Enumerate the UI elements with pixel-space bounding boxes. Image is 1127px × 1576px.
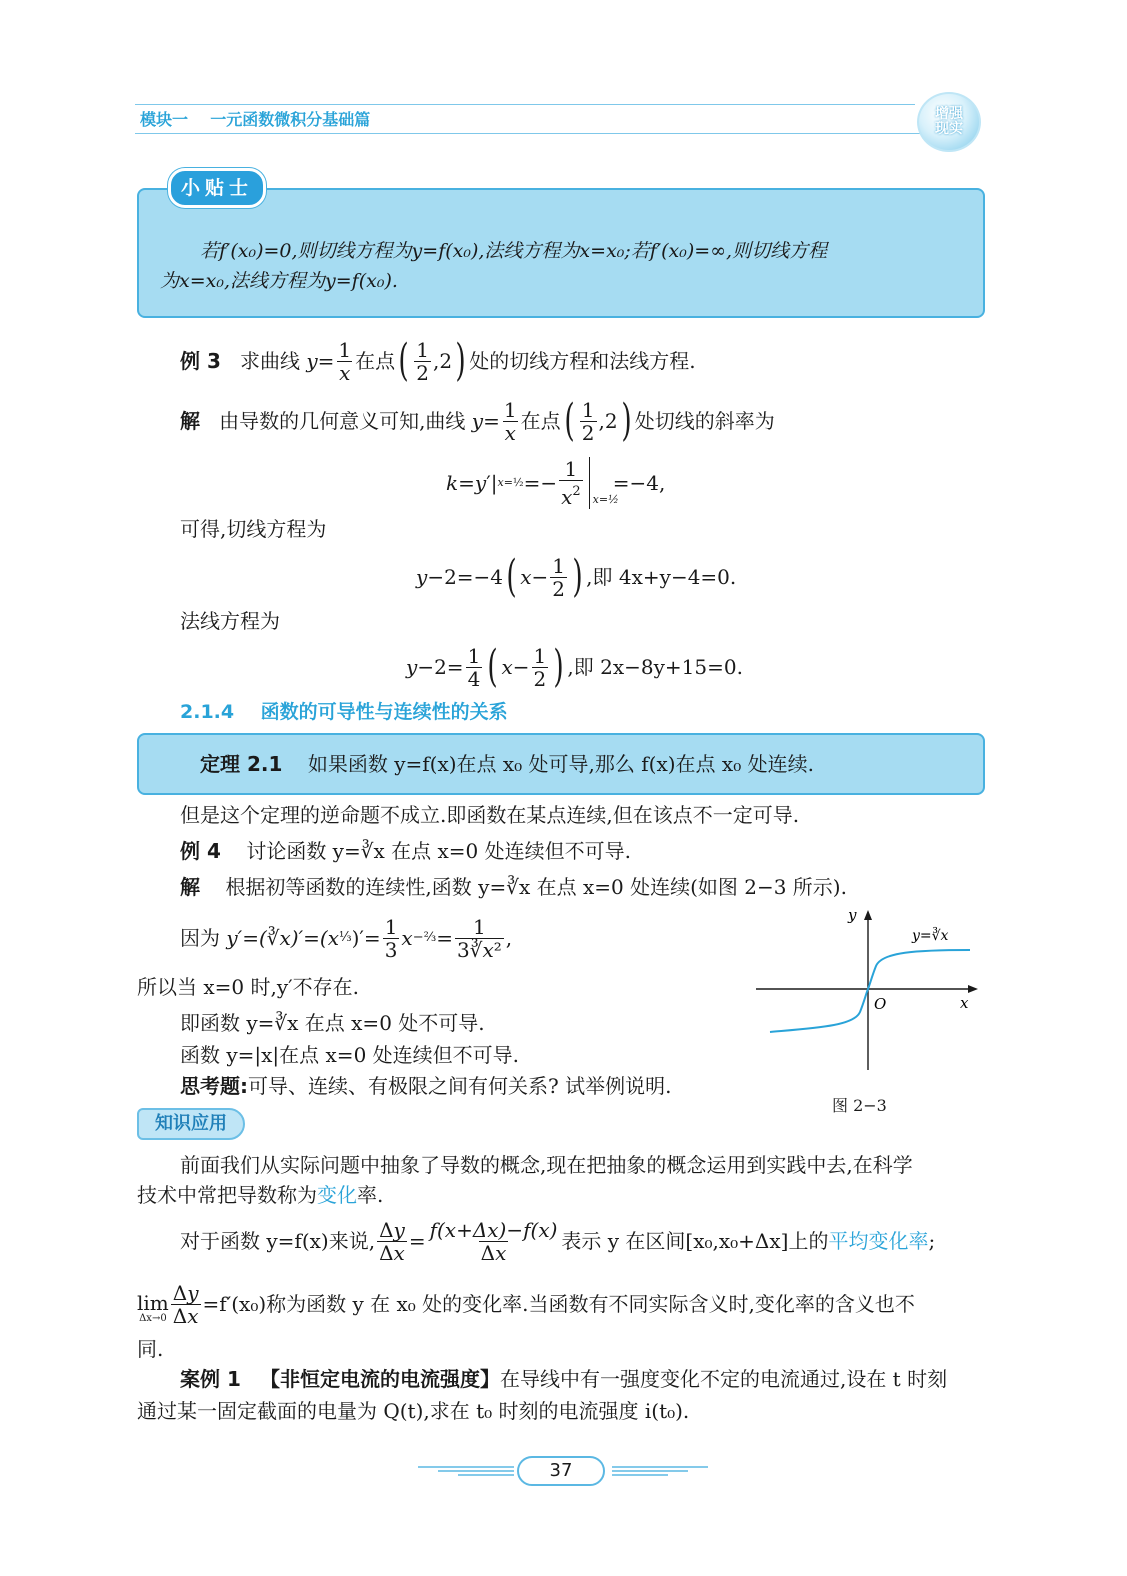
normal-equation: y −2= $\frac{1}{4}$ ( x − $\frac{1}{2}$ ) ,即 2x−8y+15=0.: [406, 641, 743, 692]
normal-simplified: ,即 2x−8y+15=0.: [567, 655, 743, 679]
term-average-change-rate: 平均变化率: [828, 1229, 929, 1253]
slope-result: =−4,: [612, 471, 666, 495]
ar-badge-icon[interactable]: [917, 92, 981, 152]
p2-end: ;: [928, 1229, 936, 1253]
think-label: 思考题:: [180, 1074, 248, 1098]
derivative-lhs: y′=(∛x)′=(x: [226, 926, 339, 950]
converse-note: 但是这个定理的逆命题不成立.即函数在某点连续,但在该点不一定可导.: [180, 803, 800, 827]
figure-2-3: [756, 902, 986, 1074]
case-label: 案例 1: [180, 1367, 241, 1391]
tip-label: 小贴士: [168, 168, 266, 208]
badge-line1: 增强: [935, 106, 963, 122]
header-rule-bottom: [135, 133, 925, 134]
app-paragraph-2: 对于函数 y=f(x)来说, $\frac{\Delta y}{\Delta x}$ = $\frac{f(x+\Delta x)-f(x)}{\Delta x}$ 表示 y 在区间[x₀,x₀+Δx]上的 平均变化率 ;: [180, 1217, 936, 1265]
figure-caption: 图 2−3: [832, 1096, 887, 1115]
tangent-intro: 可得,切线方程为: [180, 517, 327, 541]
example3-sol-label: 解: [180, 409, 200, 433]
think-text: 可导、连续、有极限之间有何关系? 试举例说明.: [248, 1074, 672, 1098]
normal-intro: 法线方程为: [180, 609, 280, 633]
example4-sol-text: 根据初等函数的连续性,函数 y=∛x 在点 x=0 处连续(如图 2−3 所示).: [225, 875, 847, 899]
example4-solution: [180, 872, 847, 902]
cube-root-curve: [770, 950, 970, 1032]
not-differentiable: 即函数 y=∛x 在点 x=0 处不可导.: [180, 1011, 485, 1035]
example3-solution: 解 由导数的几何意义可知,曲线 y = $\frac{1}{x}$ 在点 ( $\frac{1}{2}$ ,2 ) 处切线的斜率为: [180, 395, 775, 446]
theorem-label: 定理 2.1: [200, 752, 283, 776]
p1-post: 率.: [357, 1183, 384, 1207]
x-axis-arrow-icon: [968, 985, 978, 993]
p1-pre: 技术中常把导数称为: [137, 1183, 317, 1207]
slope-equation: k = y ′| x =½ =− $\frac{1}{x^2}$ x=½ =−4,: [446, 457, 666, 509]
app-paragraph-3: lim Δx→0 $\frac{\Delta y}{\Delta x}$ =f′(x₀)称为函数 y 在 x₀ 处的变化率.当函数有不同实际含义时,变化率的含义也不: [137, 1280, 915, 1328]
example3-label: 例 3: [180, 349, 221, 373]
case-text-b: 通过某一固定截面的电量为 Q(t),求在 t₀ 时刻的电流强度 i(t₀).: [137, 1399, 690, 1423]
y-axis-arrow-icon: [864, 910, 872, 920]
example3-sol-mid: 在点: [520, 409, 561, 433]
case-1: [180, 1364, 947, 1394]
header-title: 一元函数微积分基础篇: [210, 110, 371, 129]
app-paragraph-1b: [137, 1180, 383, 1210]
app-paragraph-1a: 前面我们从实际问题中抽象了导数的概念,现在把抽象的概念运用到实践中去,在科学: [180, 1153, 913, 1177]
x-axis-label: x: [960, 994, 969, 1012]
curve-label: y=∛x: [912, 928, 949, 944]
term-change-rate: 变化: [317, 1183, 357, 1207]
tangent-equation: y −2=−4 ( x − $\frac{1}{2}$ ) ,即 4x+y−4=0.: [416, 551, 737, 602]
section-number: 2.1.4: [180, 701, 235, 723]
section-heading: [180, 697, 508, 727]
p2-pre: 对于函数 y=f(x)来说,: [180, 1229, 376, 1253]
example3-q-mid: 在点: [355, 349, 396, 373]
abs-example: 函数 y=|x|在点 x=0 处连续但不可导.: [180, 1043, 520, 1067]
section-title: 函数的可导性与连续性的关系: [260, 701, 508, 723]
y-axis-label: y: [848, 906, 857, 924]
because-label: 因为: [180, 926, 220, 950]
example3-q-pre: 求曲线: [239, 349, 300, 373]
example3-q-post: 处的切线方程和法线方程.: [469, 349, 696, 373]
origin-label: O: [874, 995, 887, 1013]
tip-line-1: 若f′(x₀)=0,则切线方程为y=f(x₀),法线方程为x=x₀;若f′(x₀)=∞,则切线方程: [200, 240, 828, 262]
theorem-text: 如果函数 y=f(x)在点 x₀ 处可导,那么 f(x)在点 x₀ 处连续.: [307, 752, 814, 776]
badge-line2: 现实: [935, 121, 963, 137]
tip-line-2: 为x=x₀,法线方程为y=f(x₀).: [160, 270, 398, 292]
so-line: 所以当 x=0 时,y′不存在.: [137, 975, 360, 999]
example3-sol-post: 处切线的斜率为: [634, 409, 775, 433]
page-number: 37: [517, 1456, 605, 1486]
case-title: 【非恒定电流的电流强度】: [259, 1367, 500, 1391]
derivative-line: 因为 y′=(∛x)′=(x ⅓ )′= $\frac{1}{3}$ x −⅔ = $\frac{1}{\text{3∛x²}}$ ,: [180, 914, 513, 962]
example4-text: 讨论函数 y=∛x 在点 x=0 处连续但不可导.: [246, 839, 631, 863]
example3-question: 例 3 求曲线 y = $\frac{1}{x}$ 在点 ( $\frac{1}{2}$ ,2 ) 处的切线方程和法线方程.: [180, 335, 696, 386]
running-header: [140, 107, 370, 130]
example4-sol-label: 解: [180, 875, 200, 899]
p2-mid: 表示 y 在区间[x₀,x₀+Δx]上的: [561, 1229, 829, 1253]
header-rule-top: [135, 104, 915, 105]
theorem: [200, 749, 814, 779]
example4-question: [180, 836, 631, 866]
think-question: [180, 1071, 671, 1101]
case-text-a: 在导线中有一强度变化不定的电流通过,设在 t 时刻: [499, 1367, 948, 1391]
application-label: 知识应用: [137, 1108, 245, 1140]
p3-mid: =f′(x₀)称为函数 y 在 x₀ 处的变化率.当函数有不同实际含义时,变化率的含义也不: [202, 1292, 915, 1316]
header-module: 模块一: [140, 110, 189, 129]
p3-end: 同.: [137, 1337, 164, 1361]
example4-label: 例 4: [180, 839, 221, 863]
tangent-simplified: ,即 4x+y−4=0.: [586, 565, 737, 589]
example3-sol-pre: 由导数的几何意义可知,曲线: [219, 409, 466, 433]
